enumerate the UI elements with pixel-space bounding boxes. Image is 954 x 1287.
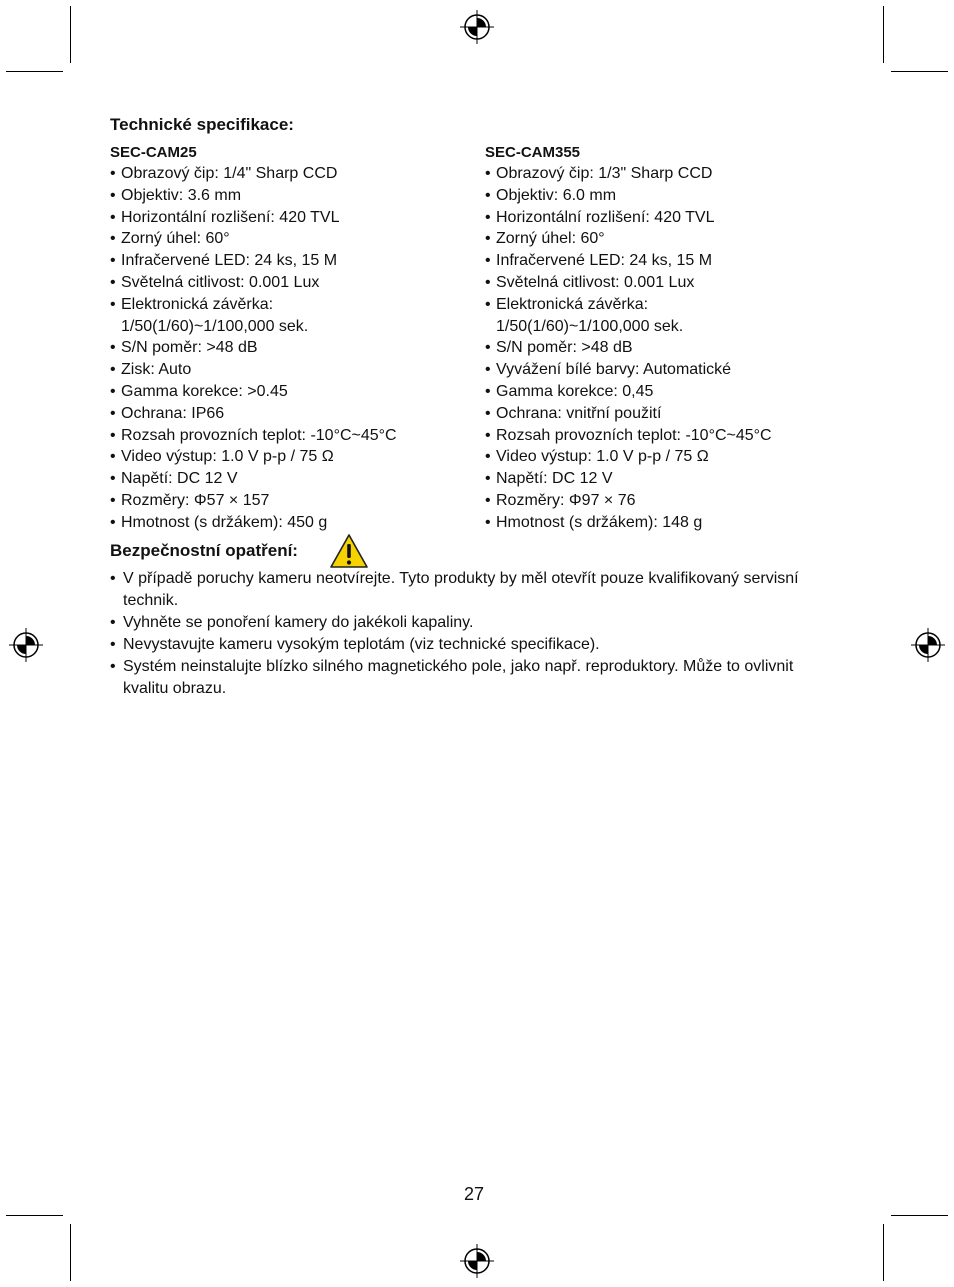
list-item: • Systém neinstalujte blízko silného magnetického pole, jako např. reproduktory. Může to ovlivnit kvalitu obrazu. bbox=[110, 656, 830, 700]
list-item: • Světelná citlivost: 0.001 Lux bbox=[485, 272, 772, 294]
list-item: • Zorný úhel: 60° bbox=[485, 228, 772, 250]
list-item: • Objektiv: 3.6 mm bbox=[110, 185, 397, 207]
list-item: • Světelná citlivost: 0.001 Lux bbox=[110, 272, 397, 294]
model-name-left: SEC-CAM25 bbox=[110, 144, 197, 161]
list-item: • Vyhněte se ponoření kamery do jakékoli kapaliny. bbox=[110, 612, 830, 634]
list-item: • Hmotnost (s držákem): 148 g bbox=[485, 512, 772, 534]
list-item: • Napětí: DC 12 V bbox=[110, 468, 397, 490]
section-title: Technické specifikace: bbox=[110, 115, 294, 134]
spec-column-left bbox=[110, 142, 397, 534]
safety-list bbox=[110, 568, 830, 700]
list-item: • Gamma korekce: 0,45 bbox=[485, 381, 772, 403]
crop-mark-top-left-h bbox=[6, 71, 63, 72]
list-item: • Rozměry: Φ57 × 157 bbox=[110, 490, 397, 512]
list-item-continuation: 1/50(1/60)~1/100,000 sek. bbox=[496, 317, 684, 335]
list-item: • Infračervené LED: 24 ks, 15 M bbox=[110, 250, 397, 272]
list-item: • S/N poměr: >48 dB bbox=[110, 337, 397, 359]
safety-title: Bezpečnostní opatření: bbox=[110, 541, 298, 560]
list-item: • V případě poruchy kameru neotvírejte. Tyto produkty by měl otevřít pouze kvalifikovaný servisní technik. bbox=[110, 568, 830, 612]
crop-mark-bottom-right-h bbox=[891, 1215, 948, 1216]
crop-mark-bottom-left-v bbox=[70, 1224, 71, 1281]
list-item: • Gamma korekce: >0.45 bbox=[110, 381, 397, 403]
crop-mark-bottom-left-h bbox=[6, 1215, 63, 1216]
list-item: • Napětí: DC 12 V bbox=[485, 468, 772, 490]
spec-list-right bbox=[485, 163, 772, 534]
spec-list-left bbox=[110, 163, 397, 534]
crop-mark-top-right-h bbox=[891, 71, 948, 72]
list-item: • Obrazový čip: 1/3" Sharp CCD bbox=[485, 163, 772, 185]
list-item: • Video výstup: 1.0 V p-p / 75 Ω bbox=[485, 446, 772, 468]
list-item: • Rozměry: Φ97 × 76 bbox=[485, 490, 772, 512]
list-item: • Elektronická závěrka: bbox=[110, 294, 397, 316]
crop-mark-top-right-v bbox=[883, 6, 884, 63]
list-item: • Zorný úhel: 60° bbox=[110, 228, 397, 250]
list-item: • Rozsah provozních teplot: -10°C~45°C bbox=[485, 425, 772, 447]
list-item: • Rozsah provozních teplot: -10°C~45°C bbox=[110, 425, 397, 447]
model-name-right: SEC-CAM355 bbox=[485, 144, 581, 161]
list-item: • Hmotnost (s držákem): 450 g bbox=[110, 512, 397, 534]
registration-mark-top-icon bbox=[460, 10, 494, 44]
list-item: • Ochrana: vnitřní použití bbox=[485, 403, 772, 425]
list-item: • Vyvážení bílé barvy: Automatické bbox=[485, 359, 772, 381]
list-item: • Zisk: Auto bbox=[110, 359, 397, 381]
page-number: 27 bbox=[464, 1184, 485, 1204]
list-item: • Objektiv: 6.0 mm bbox=[485, 185, 772, 207]
list-item: • Nevystavujte kameru vysokým teplotám (viz technické specifikace). bbox=[110, 634, 830, 656]
spec-column-right bbox=[485, 142, 772, 534]
list-item-continuation: 1/50(1/60)~1/100,000 sek. bbox=[121, 317, 309, 335]
list-item: • Horizontální rozlišení: 420 TVL bbox=[110, 207, 397, 229]
registration-mark-right-icon bbox=[911, 628, 945, 662]
list-item: • S/N poměr: >48 dB bbox=[485, 337, 772, 359]
list-item: • Video výstup: 1.0 V p-p / 75 Ω bbox=[110, 446, 397, 468]
crop-mark-bottom-right-v bbox=[883, 1224, 884, 1281]
list-item: • Elektronická závěrka: bbox=[485, 294, 772, 316]
registration-mark-bottom-icon bbox=[460, 1244, 494, 1278]
crop-mark-top-left-v bbox=[70, 6, 71, 63]
list-item: • Infračervené LED: 24 ks, 15 M bbox=[485, 250, 772, 272]
list-item: • Obrazový čip: 1/4" Sharp CCD bbox=[110, 163, 397, 185]
registration-mark-left-icon bbox=[9, 628, 43, 662]
list-item: • Horizontální rozlišení: 420 TVL bbox=[485, 207, 772, 229]
warning-triangle-icon bbox=[329, 533, 369, 569]
list-item: • Ochrana: IP66 bbox=[110, 403, 397, 425]
